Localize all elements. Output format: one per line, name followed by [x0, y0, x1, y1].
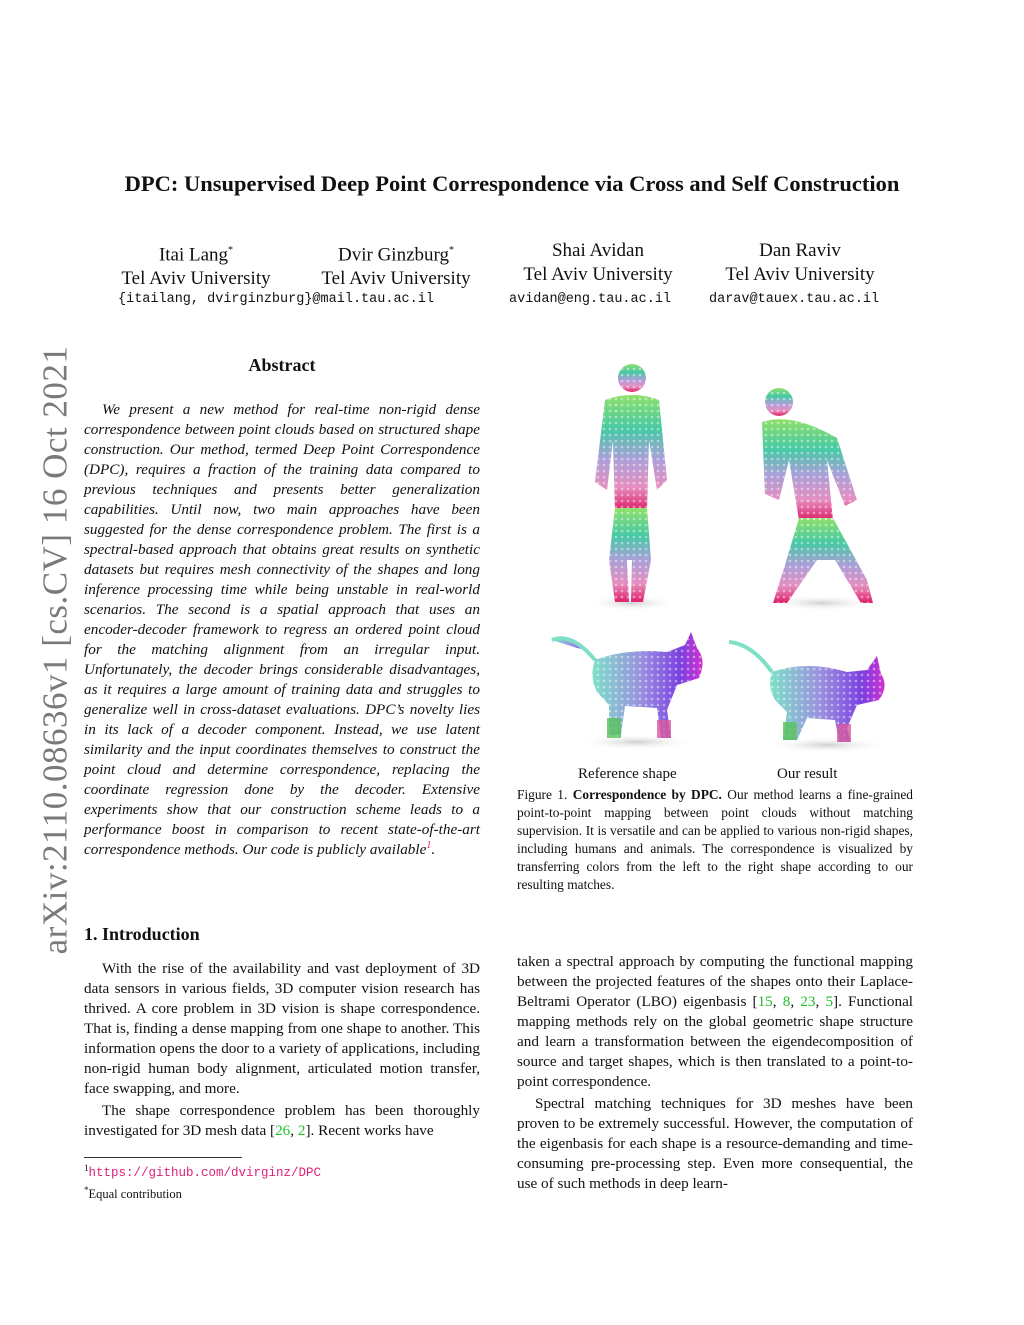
label-reference-shape: Reference shape	[578, 766, 677, 782]
footnote-rule	[84, 1157, 242, 1158]
figure-1-image	[517, 360, 913, 765]
citation-26[interactable]: 26	[275, 1122, 291, 1139]
label-our-result: Our result	[777, 766, 838, 782]
citation-2[interactable]: 2	[297, 1122, 306, 1139]
author-affiliation: Tel Aviv University	[121, 268, 271, 290]
intro-paragraph-1: With the rise of the availability and vast deployment of 3D data sensors in various fields, 3D computer vision research has thrived. A core problem in 3D vision is shape correspondence. That is, finding a dense mapping from one shape to another. This information opens the door to a variety of applications, including non-rigid human body alignment, articulated motion transfer, face swapping, and more.	[84, 960, 480, 1097]
intro-paragraph-4: Spectral matching techniques for 3D meshes have been proven to be extremely successful. However, the computation of the eigenbasis for each shape is a resource-demanding and time-consuming pre-processing step. Even more consequential, the use of such methods in deep learn-	[517, 1095, 913, 1192]
paper-title: DPC: Unsupervised Deep Point Correspondence via Cross and Self Construction	[124, 171, 900, 196]
author-name: Dvir Ginzburg	[338, 244, 449, 266]
author-name: Itai Lang	[158, 244, 229, 266]
equal-contrib-mark: *	[228, 245, 234, 256]
arxiv-id: arXiv:2110.08636v1 [cs.CV] 16 Oct 2021	[35, 345, 74, 955]
intro-p2-text-b: ]. Recent works have	[305, 1122, 434, 1139]
caption-prefix: Figure 1.	[517, 787, 568, 802]
footnote-2-mark: *	[84, 1185, 89, 1196]
intro-right-column	[517, 952, 913, 1194]
email-shared: {itailang, dvirginzburg}@mail.tau.ac.il	[118, 292, 434, 307]
equal-contrib-mark: *	[449, 245, 454, 256]
result-human-pointcloud	[762, 388, 877, 611]
author-name: Shai Avidan	[551, 240, 644, 261]
email-raviv: darav@tauex.tau.ac.il	[709, 292, 880, 307]
caption-bold: Correspondence by DPC.	[572, 787, 722, 802]
abstract-end: .	[431, 841, 436, 858]
caption-text: Our method learns a fine-grained point-to-point mapping between point clouds without matching supervision. It is versatile and can be applied to various non-rigid shapes, including humans and animals. The correspondence is visualized by transferring colors from the left to the right shape according to our resulting matches.	[517, 787, 914, 892]
abstract-body	[84, 400, 480, 860]
author-affiliation: Tel Aviv University	[725, 264, 875, 285]
citation-15[interactable]: 15	[757, 993, 773, 1010]
abstract-heading: Abstract	[248, 355, 316, 375]
intro-paragraph-2	[84, 1101, 480, 1141]
citation-23[interactable]: 23	[800, 993, 816, 1010]
author-name: Dan Raviv	[759, 240, 841, 261]
reference-cat-pointcloud	[552, 632, 703, 750]
section-heading-introduction: 1. Introduction	[84, 924, 200, 944]
intro-left-column	[84, 959, 480, 1141]
citation-5[interactable]: 5	[825, 993, 834, 1010]
author-affiliation: Tel Aviv University	[321, 268, 471, 290]
footnotes	[84, 1160, 321, 1203]
intro-p2-text-a: The shape correspondence problem has been thoroughly investigated for 3D mesh data [	[84, 1102, 480, 1139]
abstract-text: We present a new method for real-time non-rigid dense correspondence between point clouds based on structured shape construction. Our method, termed Deep Point Correspondence (DPC), requires a fraction of the training data compared to previous techniques and presents better generalization capabilities. Until now, two main approaches have been suggested for the dense correspondence problem. The first is a spectral-based approach that obtains great results on synthetic datasets but requires mesh connectivity of the shapes and long inference processing time while being unstable in real-world scenarios. The second is a spatial approach that uses an encoder-decoder framework to regress an ordered point cloud for the matching alignment from an irregular input. Unfortunately, the decoder brings considerable disadvantages, as it requires a large amount of training data and struggles to generalize well in cross-dataset evaluations. DPC’s novelty lies in its lack of a decoder component. Instead, we use latent similarity and the input coordinates themselves to construct the point cloud and determine correspondence, replacing the coordinate regression done by the decoder. Extensive experiments show that our construction scheme leads to a performance boost in comparison to recent state-of-the-art correspondence methods. Our code is publicly available	[84, 401, 480, 858]
intro-r1-text-b: ]. Functional mapping methods rely on the global geometric shape structure and learn a transformation between the eigendecomposition of source and target shapes, which is then translated to a point-to-point correspondence.	[517, 993, 914, 1090]
result-cat-pointcloud	[729, 642, 889, 753]
footnote-github-link[interactable]: https://github.com/dvirginz/DPC	[88, 1166, 322, 1181]
arxiv-sidebar	[30, 345, 80, 955]
figure-1-caption	[517, 786, 913, 894]
footnote-1-mark: 1	[84, 1163, 89, 1173]
footnote-link[interactable]: 1	[426, 839, 432, 851]
email-avidan: avidan@eng.tau.ac.il	[509, 292, 672, 307]
citation-separator: ,	[290, 1122, 298, 1139]
author-affiliation: Tel Aviv University	[523, 264, 673, 285]
author-4	[680, 239, 920, 287]
footnote-equal-contribution: Equal contribution	[88, 1187, 182, 1202]
intro-r1-text-a: taken a spectral approach by computing the functional mapping between the projected features of the shapes onto their Laplace-Beltrami Operator (LBO) eigenbasis [	[517, 953, 913, 1010]
citation-8[interactable]: 8	[782, 993, 791, 1010]
intro-paragraph-3: taken a spectral approach by computing the functional mapping between the projected features of the shapes onto their Laplace-Beltrami Operator (LBO) eigenbasis [15, 8, 23, 5]. Functional mapping methods rely on the global geometric shape structure and learn a transformation between the eigendecomposition of source and target shapes, which is then translated to a point-to-point correspondence.	[517, 953, 914, 1090]
reference-human-pointcloud	[587, 364, 677, 611]
